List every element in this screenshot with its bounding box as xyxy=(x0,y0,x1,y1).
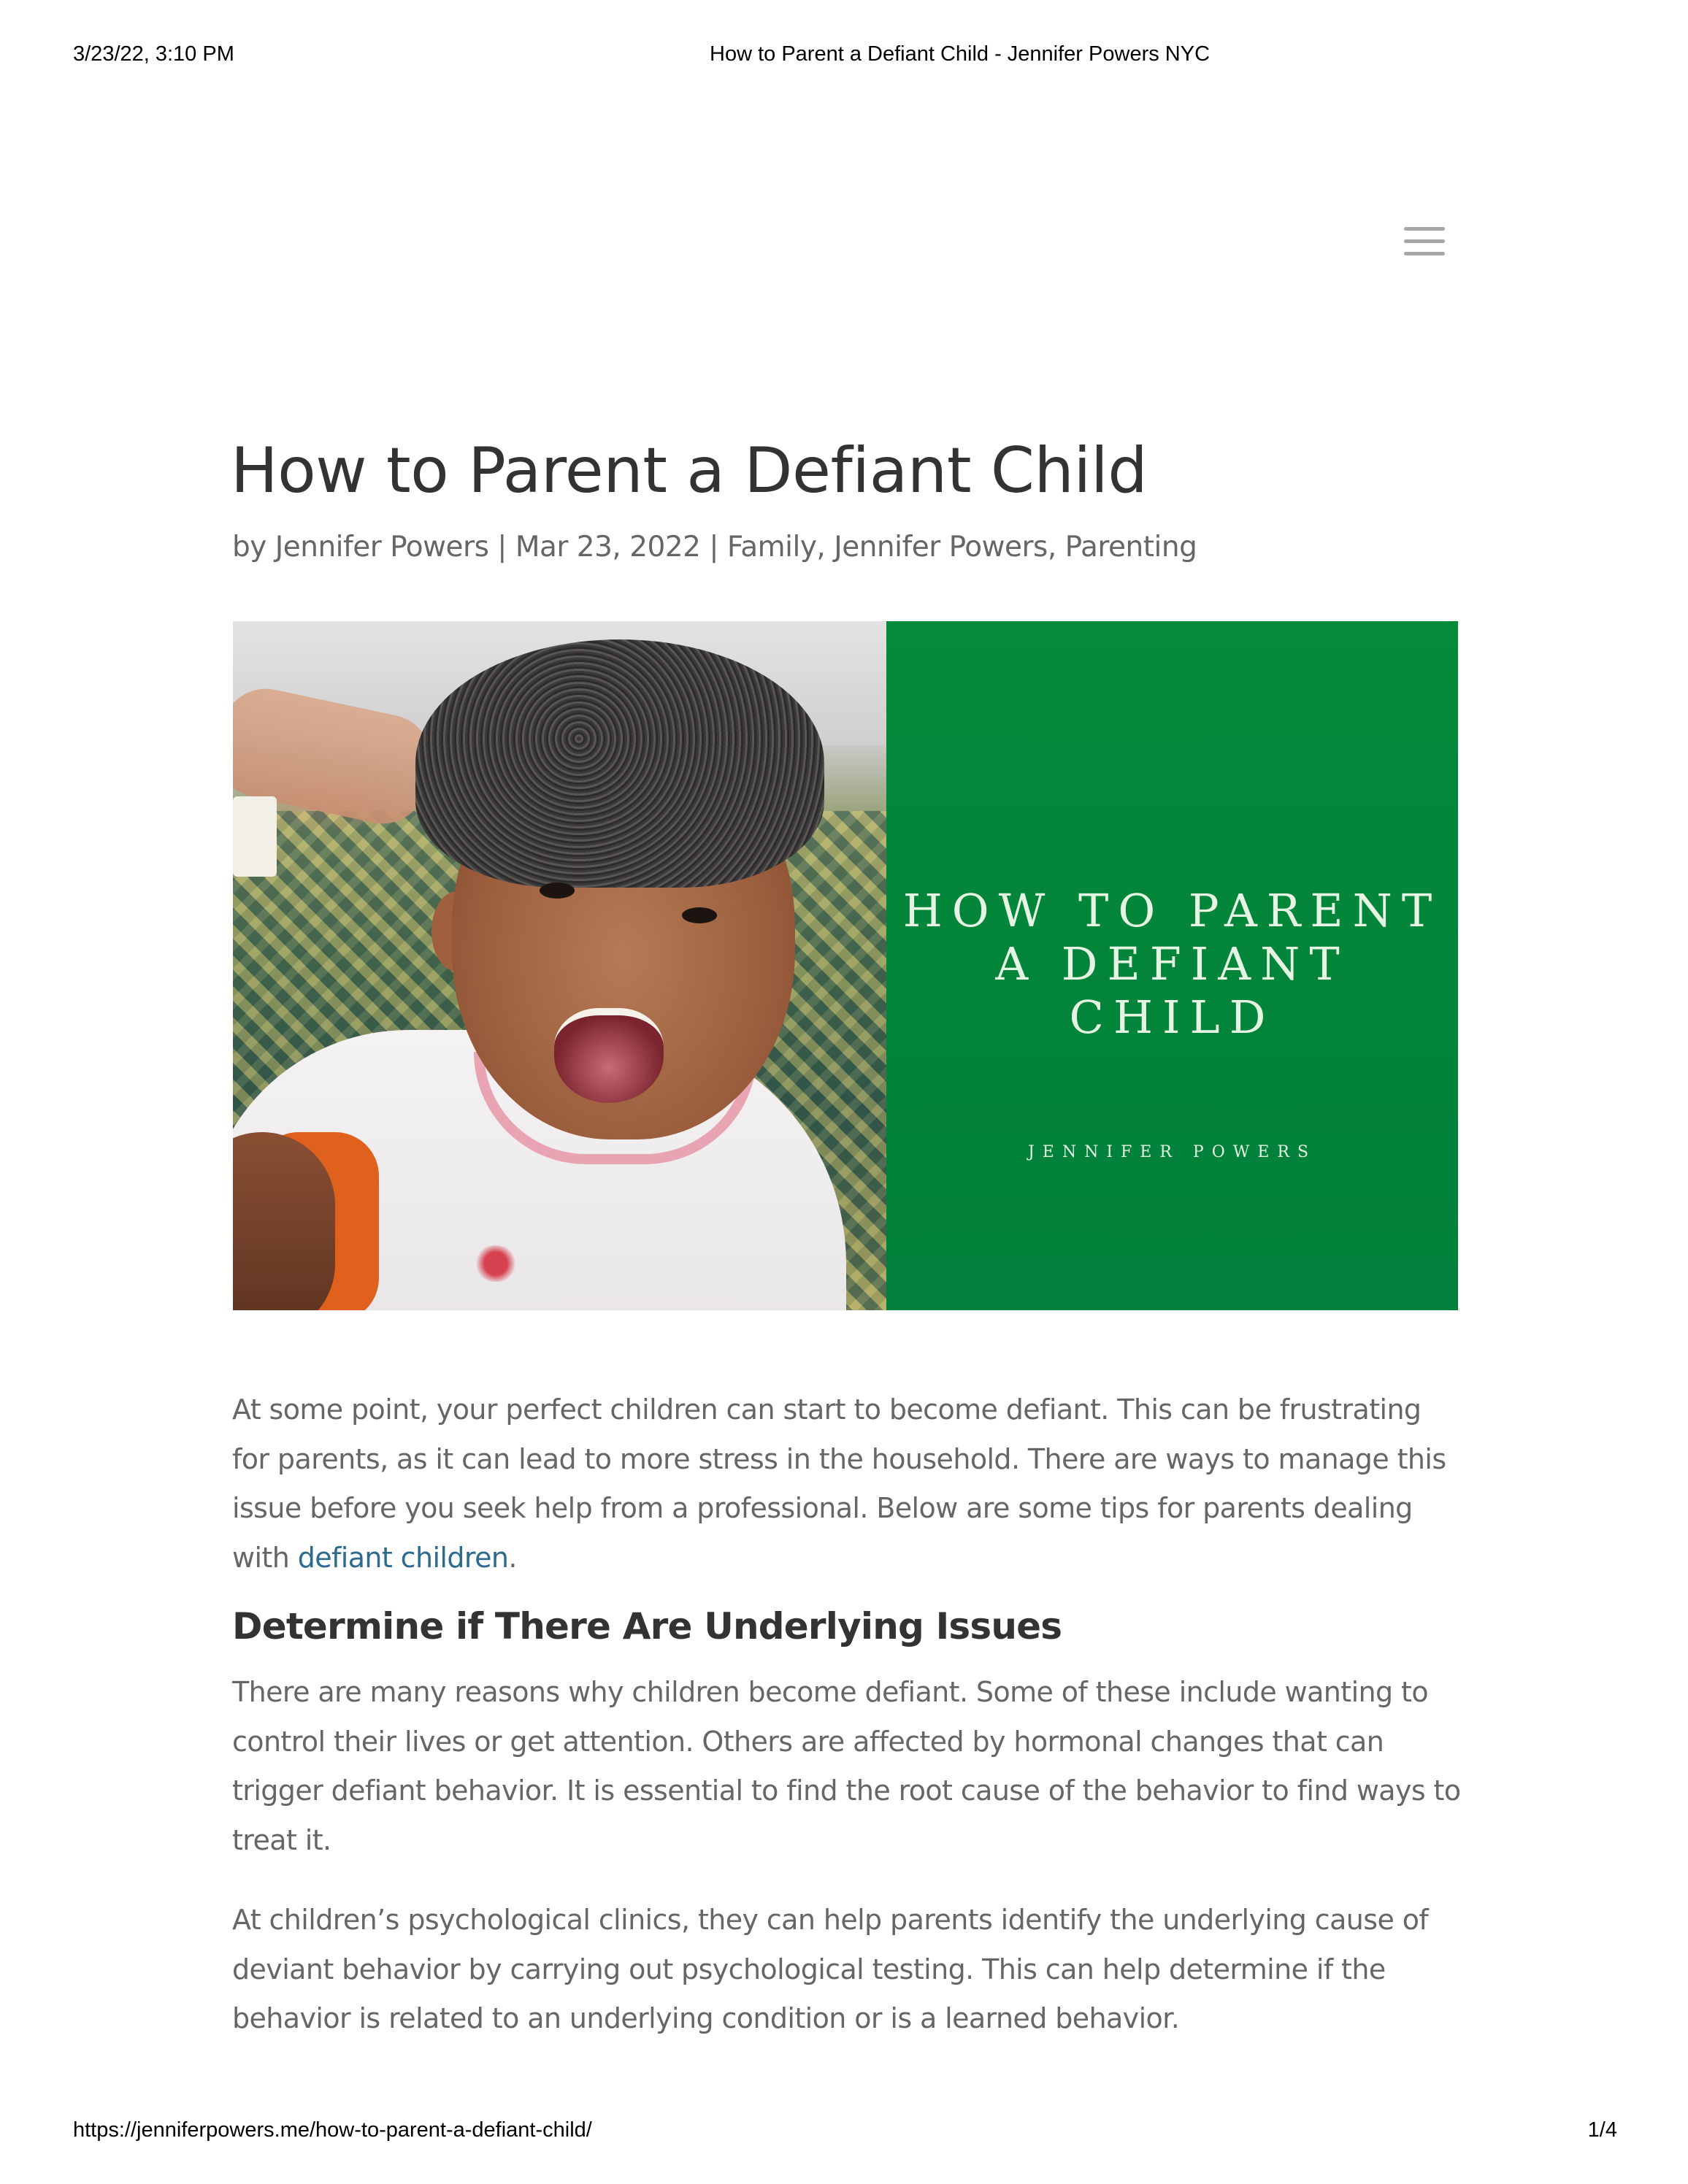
child-photo xyxy=(233,621,886,1310)
author-link[interactable]: Jennifer Powers xyxy=(275,531,489,564)
title-panel xyxy=(886,621,1458,1310)
post-date: Mar 23, 2022 xyxy=(515,531,701,564)
category-link-family[interactable]: Family xyxy=(726,531,817,564)
meta-prefix: by xyxy=(232,531,275,564)
paragraph-line: deviant behavior by carrying out psychological testing. This can help determine if the xyxy=(232,1953,1386,1985)
text: with xyxy=(232,1541,298,1574)
paragraph-line: At some point, your perfect children can start to become defiant. This can be frustrating xyxy=(232,1393,1422,1426)
panel-title-line: CHILD xyxy=(1069,991,1275,1044)
print-page-indicator: 1/4 xyxy=(1587,2118,1617,2142)
photo-mouth xyxy=(554,1008,664,1103)
photo-eye xyxy=(682,907,717,923)
menu-bar xyxy=(1404,239,1445,243)
panel-title-line: A DEFIANT xyxy=(995,937,1349,991)
category-separator: , xyxy=(816,531,835,564)
photo-eye xyxy=(540,883,575,899)
paragraph-line: behavior is related to an underlying condition or is a learned behavior. xyxy=(232,2002,1180,2034)
post-meta xyxy=(232,531,1197,565)
intro-paragraph xyxy=(232,1385,1446,1583)
menu-bar xyxy=(1404,227,1445,231)
paragraph-line: treat it. xyxy=(232,1823,331,1856)
featured-image xyxy=(233,621,1458,1310)
hamburger-menu-icon[interactable] xyxy=(1400,220,1449,261)
paragraph-line xyxy=(232,1534,1446,1583)
meta-separator: | xyxy=(700,531,727,564)
section-heading: Determine if There Are Underlying Issues xyxy=(232,1605,1062,1647)
category-separator: , xyxy=(1047,531,1065,564)
panel-title xyxy=(886,884,1458,1044)
meta-separator: | xyxy=(488,531,515,564)
section-paragraph xyxy=(232,1896,1428,2044)
paragraph-line: control their lives or get attention. Others are affected by hormonal changes that can xyxy=(232,1725,1384,1758)
print-page-title: How to Parent a Defiant Child - Jennifer Powers NYC xyxy=(710,42,1211,66)
defiant-children-link[interactable]: defiant children xyxy=(297,1541,509,1574)
paragraph-line: issue before you seek help from a professional. Below are some tips for parents dealing xyxy=(232,1492,1413,1524)
photo-shirt-flower xyxy=(474,1245,518,1282)
photo-cup xyxy=(233,796,277,877)
text: . xyxy=(508,1541,517,1574)
section-paragraph xyxy=(232,1668,1461,1865)
category-link-parenting[interactable]: Parenting xyxy=(1064,531,1197,564)
panel-title-line: HOW TO PARENT xyxy=(902,884,1442,937)
paragraph-line: There are many reasons why children become defiant. Some of these include wanting to xyxy=(232,1676,1428,1708)
menu-bar xyxy=(1404,252,1445,255)
print-datetime: 3/23/22, 3:10 PM xyxy=(73,42,234,66)
paragraph-line: for parents, as it can lead to more stress in the household. There are ways to manage this xyxy=(232,1442,1446,1475)
category-link-jennifer-powers[interactable]: Jennifer Powers xyxy=(834,531,1048,564)
paragraph-line: At children’s psychological clinics, they can help parents identify the underlying cause of xyxy=(232,1904,1429,1936)
post-title: How to Parent a Defiant Child xyxy=(231,434,1148,507)
panel-author: JENNIFER POWERS xyxy=(1027,1143,1317,1161)
photo-knit-hat xyxy=(415,639,824,888)
print-url: https://jenniferpowers.me/how-to-parent-a-defiant-child/ xyxy=(73,2118,592,2142)
paragraph-line: trigger defiant behavior. It is essential to find the root cause of the behavior to find ways to xyxy=(232,1774,1461,1807)
